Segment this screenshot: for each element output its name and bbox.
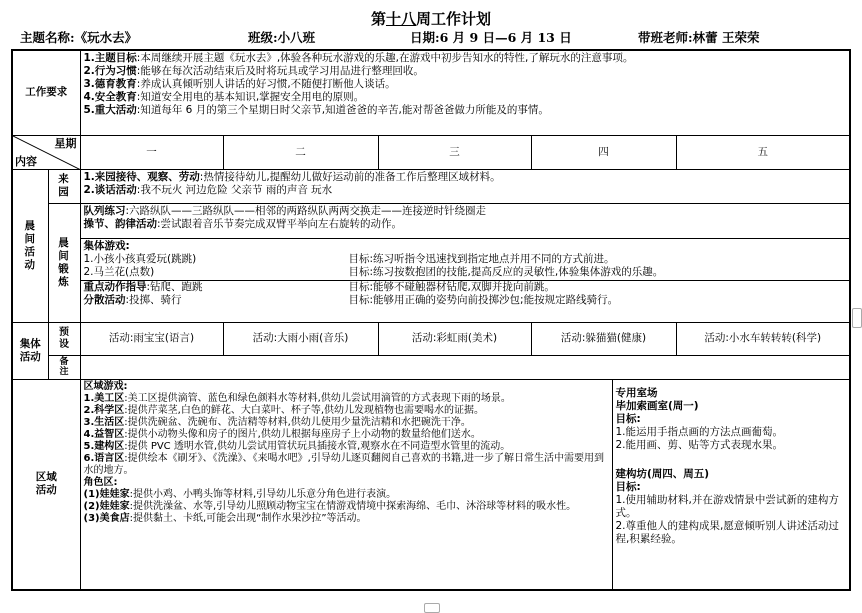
area-item: 4.益智区:提供小动物头像和房子的图片,供幼儿根据每座房子上小动物的数量给他们送水。 [83,428,481,440]
area-item: 3.生活区:提供洗碗盆、洗碗布、洗洁精等材料,供幼儿使用少量洗洁精和水把碗洗干净。 [83,416,471,428]
activity-wed: 活动:彩虹雨(美术) [378,322,531,355]
activity-tue: 活动:大雨小雨(音乐) [223,322,378,355]
area-item: 1.美工区:美工区提供滴管、蓝色和绿色颜料水等材料,供幼儿尝试用滴管的方式表现下雨的场景。 [83,392,511,404]
weekday-corner-cell [12,135,80,169]
date-range: 日期:6 月 9 日—6 月 13 日 [410,30,572,45]
activity-thu: 活动:躲猫猫(健康) [531,322,676,355]
area-item: 6.语言区:提供绘本《刷牙》、《洗澡》、《来喝水吧》,引导幼儿逐页翻阅自己喜欢的书籍,进一步了解日常生活中需要用到水的地方。 [83,452,604,476]
role-item: (1)娃娃家:提供小鸡、小鸭头饰等材料,引导幼儿乐意分角色进行表演。 [83,488,397,500]
drill-content: 队列练习:六路纵队——三路纵队——相邻的两路纵队两两交换走——连接逆时针绕圈走 操节、韵律活动:尝试跟着音乐节奏完成双臂平举向左右旋转的动作。 [80,203,850,238]
page-bottom-handle[interactable] [424,603,440,613]
focus-item: 重点动作指导:钻爬、跑跳 目标:能够不碰触器材钻爬,双脚并拢向前跳。 [83,280,555,293]
day-header-mon: 一 [80,135,223,169]
note-label: 备注 [48,355,80,379]
day-header-tue: 二 [223,135,378,169]
page-title: 第十八周工作计划 [370,10,492,28]
plan-header [20,28,850,46]
weekly-plan-table [11,49,851,591]
arrival-content: 1.来园接待、观察、劳动:热情接待幼儿,提醒幼儿做好运动前的准备工作后整理区域材料。 2.谈话活动:我不玩火 河边危险 父亲节 雨的声音 玩水 [80,169,850,203]
note-content [80,355,850,379]
day-header-fri: 五 [676,135,850,169]
special-rooms: 专用室场 毕加索画室(周一) 目标: 1.能运用手指点画的方法点画葡萄。 2.能用画、剪、贴等方式表现水果。 建构坊(周四、周五) 目标: 1.使用辅助材料,并在游戏情景中尝试新的建构方式。 2.尊重他人的建构成果,愿意倾听别人讲述活动过程,积累经验。 [615,386,839,545]
area-content [80,379,850,590]
game-item: 1.小孩小孩真爱玩(跳跳) 目标:练习听指令迅速找到指定地点并用不同的方式前进。 [83,252,615,265]
day-header-wed: 三 [378,135,531,169]
goals-content [80,50,850,135]
teachers: 带班老师:林蕾 王荣荣 [638,30,760,45]
goal-item: 5.重大活动:知道每年 6 月的第三个星期日时父亲节,知道爸爸的辛苦,能对帮爸爸做力所能及的事情。 [83,104,549,116]
area-games: 区域游戏: 1.美工区:美工区提供滴管、蓝色和绿色颜料水等材料,供幼儿尝试用滴管的方式表现下雨的场景。 2.科学区:提供芹菜茎,白色的鲜花、大白菜叶、杯子等,供幼儿发现植物也需要喝水的证据。 3.生活区:提供洗碗盆、洗碗布、洗洁精等材料,供幼儿使用少量洗洁精和水把碗洗干净。 4.益智区:提供小动物头像和房子的图片,供幼儿根据每座房子上小动物的数量给他们送水。 5.建构区:提供 PVC 透明水管,供幼儿尝试用管状玩具插接水管,观察水在不同造型水管里的流动。 6.语言区:提供绘本《刷牙》、《洗澡》、《来喝水吧》,引导幼儿逐页翻阅自己喜欢的书籍,进一步了解日常生活中需要用到水的地方。 角色区: (1)娃娃家:提供小鸡、小鸭头饰等材料,引导幼儿乐意分角色进行表演。 (2)娃娃家:提供洗澡盆、水等,引导幼儿照顾动物宝宝在情游戏情境中探索海绵、毛巾、沐浴球等材料的吸水性。 (3)美食店:提供黏土、卡纸,可能会出现“制作水果沙拉”等活动。 [81,380,613,589]
class-name: 班级:小八班 [248,30,316,45]
activity-fri: 活动:小水车转转转(科学) [676,322,850,355]
role-item: (3)美食店:提供黏土、卡纸,可能会出现“制作水果沙拉”等活动。 [83,512,367,524]
goal-item: 4.安全教育:知道安全用电的基本知识,掌握安全用电的原则。 [83,91,365,103]
activity-mon: 活动:雨宝宝(语言) [80,322,223,355]
goal-item: 1.主题目标:本周继续开展主题《玩水去》,体验各种玩水游戏的乐趣,在游戏中初步告知水的特性,了解玩水的注意事项。 [83,52,634,64]
morning-label: 晨间活动 [12,169,48,322]
theme-name: 主题名称:《玩水去》 [20,30,138,45]
arrival-label: 来园 [48,169,80,203]
group-item: 分散活动:投掷、骑行 目标:能够用正确的姿势向前投掷沙包;能按规定路线骑行。 [83,293,619,306]
week-number: 十八 [385,10,416,28]
collective-label: 集体活动 [12,322,48,379]
goals-label: 工作要求 [12,50,80,135]
preset-label: 预设 [48,322,80,355]
corner-content-label: 内容 [15,154,37,168]
corner-weekday-label: 星期 [54,136,77,150]
games-content: 集体游戏: 1.小孩小孩真爱玩(跳跳) 目标:练习听指令迅速找到指定地点并用不同的方式前进。 2.马兰花(点数) 目标:练习按数抱团的技能,提高反应的灵敏性,体验集体游戏的乐趣。 重点动作指导:钻爬、跑跳 目标:能够不碰触器材钻爬,双脚并拢向前跳。 分散活动:投掷、骑行 目标:能够用正确的姿势向前投掷沙包;能按规定路线骑行。 [80,238,850,322]
exercise-label: 晨间锻炼 [48,203,80,322]
page-edge-handle[interactable] [852,308,862,328]
day-header-thu: 四 [531,135,676,169]
goal-item: 2.行为习惯:能够在每次活动结束后及时将玩具或学习用品进行整理回收。 [83,65,424,77]
goal-item: 3.德育教育:养成认真倾听别人讲话的好习惯,不随便打断他人谈话。 [83,78,396,90]
role-item: (2)娃娃家:提供洗澡盆、水等,引导幼儿照顾动物宝宝在情游戏情境中探索海绵、毛巾、沐浴球等材料的吸水性。 [83,500,577,512]
game-item: 2.马兰花(点数) 目标:练习按数抱团的技能,提高反应的灵敏性,体验集体游戏的乐趣。 [83,265,664,278]
area-item: 5.建构区:提供 PVC 透明水管,供幼儿尝试用管状玩具插接水管,观察水在不同造型水管里的流动。 [83,440,511,452]
area-item: 2.科学区:提供芹菜茎,白色的鲜花、大白菜叶、杯子等,供幼儿发现植物也需要喝水的证据。 [83,404,484,416]
area-label: 区域活动 [12,379,80,590]
